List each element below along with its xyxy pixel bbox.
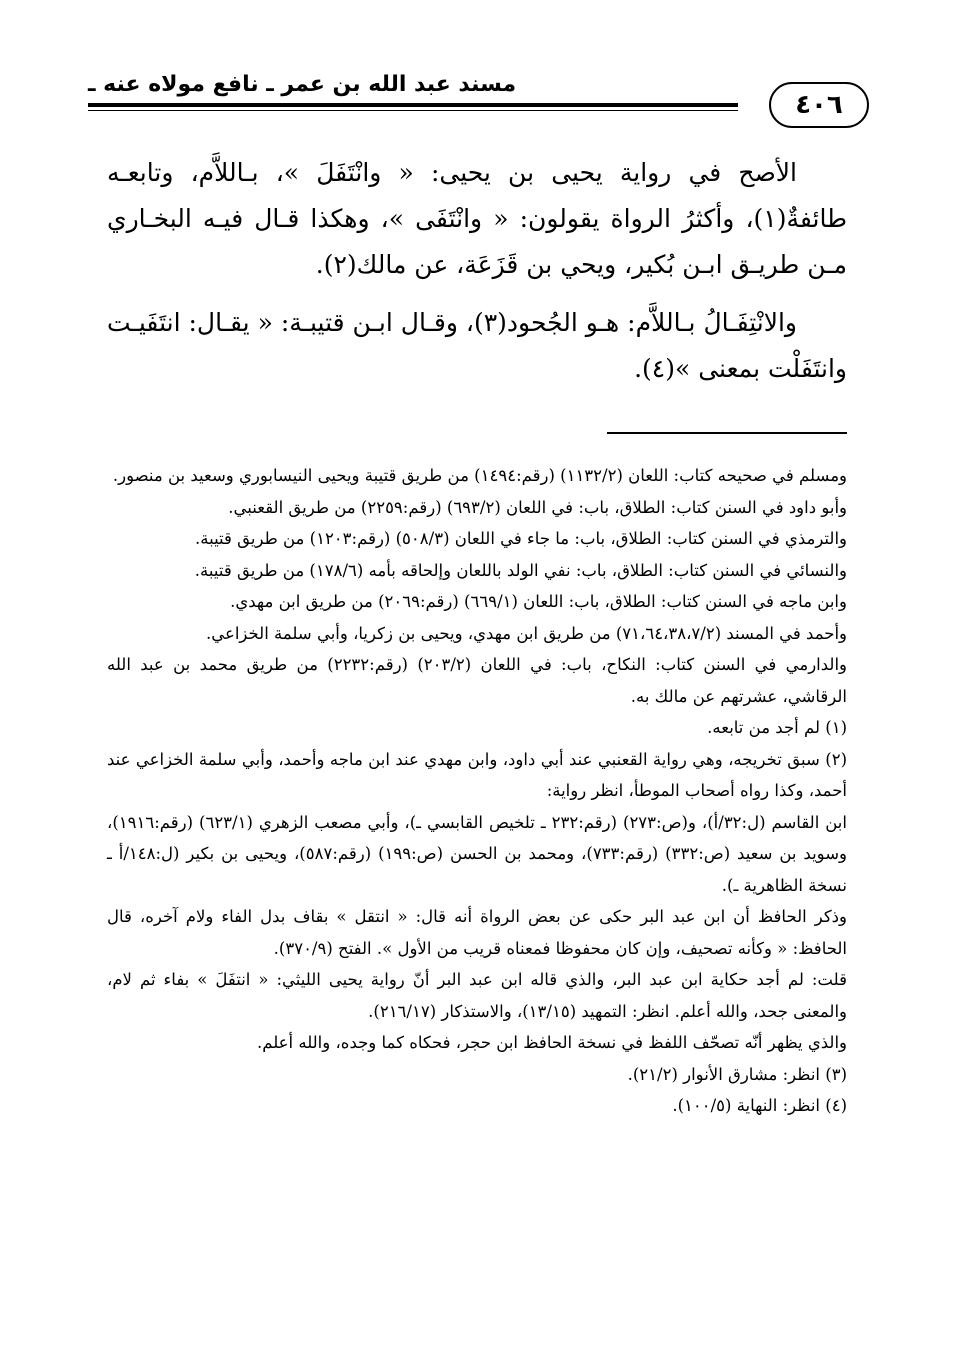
main-paragraph: الأصح في رواية يحيى بن يحيى: « وانْتَفَلَ »، بـاللاَّم، وتابعـه طائفةٌ(١)، وأكثرُ الرواة يقولون: « وانْتَفَى »، وهكذا قـال فيـه البخـاري مـن طريـق ابـن بُكير، ويحي بن قَزَعَة، عن مالك(٢).: [107, 158, 847, 279]
footnote-continuation-line: وأبو داود في السنن كتاب: الطلاق، باب: في اللعان (٦٩٣/٢) (رقم:٢٢٥٩) من طريق القعنبي.: [228, 497, 847, 517]
footnote-separator: [607, 432, 847, 434]
page-header: [88, 70, 848, 114]
footnote-3: (٣) انظر: مشارق الأنوار (٢١/٢).: [627, 1064, 847, 1084]
footnote-continuation-line: والنسائي في السنن كتاب: الطلاق، باب: نفي الولد باللعان وإلحاقه بأمه (١٧٨/٦) من طريق قتيبة.: [194, 560, 847, 580]
footnote-2-sources: ابن القاسم (ل:٣٢/أ)، و(ص:٢٧٣) (رقم:٢٣٢ ـ تلخيص القابسي ـ)، وأبي مصعب الزهري (٦٢٣/١) (رقم:١٩١٦)، وسويد بن سعيد (ص:٣٣٢) (رقم:٧٣٣)، ومحمد بن الحسن (ص:١٩٩) (رقم:٥٨٧)، ويحيى بن بكير (ل:١٤٨/أ ـ نسخة الظاهرية ـ).: [107, 812, 848, 895]
footnote-4: (٤) انظر: النهاية (١٠٠/٥).: [672, 1096, 847, 1115]
footnote-continuation-line: وأحمد في المسند (٧١،٦٤،٣٨،٧/٢) من طريق ابن مهدي، ويحيى بن زكريا، وأبي سلمة الخزاعي.: [205, 623, 847, 643]
header-rule-thick: [88, 103, 738, 107]
header-rule-thin: [88, 110, 738, 111]
page-number: ٤٠٦: [769, 82, 869, 128]
running-title: مسند عبد الله بن عمر ـ نافع مولاه عنه ـ: [88, 72, 517, 97]
footnote-2-hafiz: وذكر الحافظ أن ابن عبد البر حكى عن بعض الرواة أنه قال: « انتقل » بقاف بدل الفاء ولام آخره، قال الحافظ: « وكأنه تصحيف، وإن كان محفوظا فمعناه قريب من الأول ». الفتح (٣٧٠/٩).: [107, 907, 847, 958]
footnote-continuation-line: والدارمي في السنن كتاب: النكاح، باب: في اللعان (٢٠٣/٢) (رقم:٢٢٣٢) من طريق محمد بن عبد الله الرقاشي، عشرتهم عن مالك به.: [107, 655, 847, 706]
footnote-2-comment: قلت: لم أجد حكاية ابن عبد البر، والذي قاله ابن عبد البر أنّ رواية يحيى الليثي: « انتفَلَ » بفاء ثم لام، والمعنى جحد، والله أعلم. انظر: التمهيد (١٣/١٥)، والاستذكار (٢١٦/١٧).: [107, 970, 847, 1021]
main-paragraph: والانْتِفَـالُ بـاللاَّم: هـو الجُحود(٣)، وقـال ابـن قتيبـة: « يقـال: انتَفَيـت وانتَفَلْت بمعنى »(٤).: [107, 308, 847, 383]
footnote-continuation-line: ومسلم في صحيحه كتاب: اللعان (١١٣٢/٢) (رقم:١٤٩٤) من طريق قتيبة ويحيى النيسابوري وسعيد بن منصور.: [112, 466, 847, 485]
footnote-continuation-line: والترمذي في السنن كتاب: الطلاق، باب: ما جاء في اللعان (٥٠٨/٣) (رقم:١٢٠٣) من طريق قتيبة.: [195, 529, 847, 548]
footnote-2: (٢) سبق تخريجه، وهي رواية القعنبي عند أبي داود، وابن مهدي عند ابن ماجه وأحمد، وأبي سلمة الخزاعي عند أحمد، وكذا رواه أصحاب الموطأ، انظر رواية:: [107, 749, 847, 800]
main-text: [107, 150, 847, 404]
footnotes: [107, 460, 847, 1122]
footnote-continuation-line: وابن ماجه في السنن كتاب: الطلاق، باب: اللعان (٦٦٩/١) (رقم:٢٠٦٩) من طريق ابن مهدي.: [230, 592, 847, 611]
footnote-1: (١) لم أجد من تابعه.: [707, 718, 847, 737]
footnote-2-conclusion: والذي يظهر أنّه تصحّف اللفظ في نسخة الحافظ ابن حجر، فحكاه كما وجده، والله أعلم.: [256, 1033, 847, 1052]
